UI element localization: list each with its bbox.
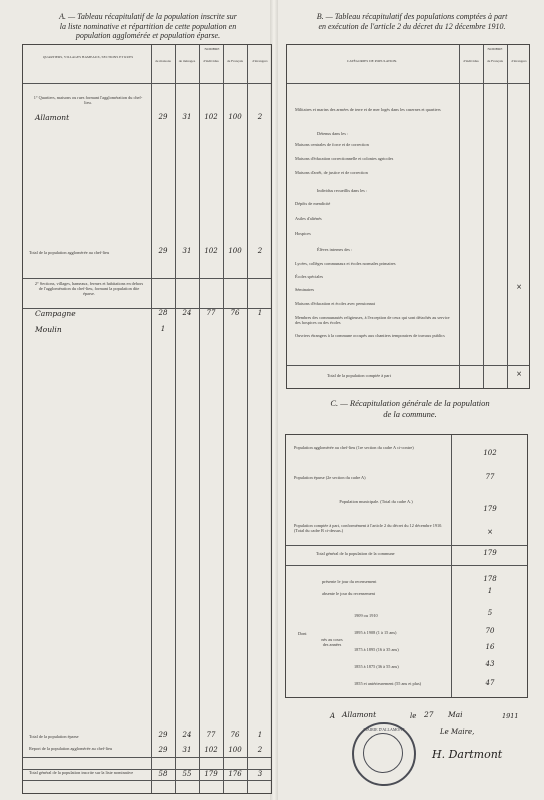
- section-b-title: [288, 12, 536, 31]
- c-year-1-value: 70: [485, 627, 495, 635]
- c-year-0-label: 1909 ou 1910: [354, 613, 378, 618]
- report-maisons: 29: [158, 746, 168, 754]
- total-agglo-label: Total de la population agglomérée au chef-lieu: [29, 250, 110, 255]
- b-line-13: Maisons d'éducation et écoles avec pensionnat: [295, 301, 375, 306]
- section-c-title-line1: C. — Récapitulation générale de la population: [330, 398, 490, 408]
- sig-day: 27: [424, 710, 434, 719]
- section-b-col-nombre: NOMBRE: [487, 47, 503, 51]
- report-menages: 31: [182, 746, 192, 754]
- b-line-6: Dépôts de mendicité: [295, 201, 331, 206]
- sig-month: Mai: [448, 710, 463, 719]
- col-etrangers: d'étrangers: [252, 59, 268, 63]
- total-eparse-etrangers: 1: [257, 731, 263, 739]
- c-row-0-value: 102: [483, 449, 497, 457]
- c-year-0-value: 5: [487, 609, 493, 617]
- section-c-table: [285, 434, 528, 698]
- row1-etrangers: 2: [257, 113, 263, 121]
- total-general-francais: 176: [228, 770, 242, 778]
- sig-place: Allamont: [342, 710, 377, 719]
- b-line-3: Maisons d'éducation correctionnelle et colonies agricoles: [295, 156, 394, 161]
- c-year-2-label: 1875 à 1895 (16 à 35 ans): [354, 647, 399, 652]
- col-maisons: de maisons: [155, 59, 171, 63]
- row2-etrangers: 1: [257, 309, 263, 317]
- total-agglo-individus: 102: [204, 247, 218, 255]
- b-line-9: Élèves internes des :: [317, 247, 353, 252]
- total-general-etrangers: 3: [257, 770, 263, 778]
- c-year-2-value: 16: [485, 643, 495, 651]
- total-agglo-francais: 100: [228, 247, 242, 255]
- c-year-3-value: 43: [485, 660, 495, 668]
- c-row-6-value: 1: [487, 587, 493, 595]
- section-b-table: [286, 44, 530, 389]
- c-year-4-label: 1855 et antérieurement (55 ans et plus): [354, 681, 422, 686]
- section-a-col-nombre: NOMBRE: [204, 47, 220, 51]
- col-menages: de ménages: [178, 59, 196, 63]
- c-year-1-label: 1895 à 1908 (1 à 15 ans): [354, 630, 397, 635]
- row2b-maisons: 1: [160, 325, 166, 333]
- total-general-individus: 179: [204, 770, 218, 778]
- total-general-maisons: 58: [158, 770, 168, 778]
- c-row-1-label: Population éparse (2e section du cadre A): [294, 475, 366, 480]
- b-line-5: Individus recueillis dans les :: [317, 188, 368, 193]
- c-row-1-value: 77: [485, 473, 495, 481]
- section-b-col-individus: d'individus: [463, 59, 479, 63]
- row2-label: 2° Sections, villages, hameaux, fermes et habitations en dehors de l'agglomération du chef-lieu, formant la population dite éparse.: [34, 281, 144, 297]
- c-row-4-value: 179: [483, 549, 497, 557]
- b-total-label: Total de la population comptée à part: [327, 373, 391, 378]
- section-a-col-main: QUARTIERS, VILLAGES HAMEAUX, SECTIONS ET RUES: [42, 55, 134, 59]
- total-agglo-etrangers: 2: [257, 247, 263, 255]
- b-line-1: Détenus dans les :: [317, 131, 349, 136]
- row1-menages: 31: [182, 113, 192, 121]
- c-row-5-label: présente le jour du recensement: [322, 579, 377, 584]
- total-general-label: Total général de la population inscrite sur la liste nominative: [29, 770, 134, 775]
- total-agglo-menages: 31: [182, 247, 192, 255]
- sig-le: le: [410, 712, 417, 720]
- b-seminaires-mark: ×: [516, 283, 522, 291]
- sig-maire-label: Le Maire,: [440, 728, 475, 736]
- c-row-0-label: Population agglomérée au chef-lieu (1re section du cadre A ci-contre): [294, 445, 414, 450]
- report-francais: 100: [228, 746, 242, 754]
- section-a-title-line3: population agglomérée et population éparse.: [75, 31, 221, 40]
- c-row-5-value: 178: [483, 575, 497, 583]
- col-francais: de Français: [226, 59, 244, 63]
- row2-maisons: 28: [158, 309, 168, 317]
- b-total-mark: ×: [516, 370, 522, 378]
- b-line-7: Asiles d'aliénés: [295, 216, 322, 221]
- b-line-8: Hospices: [295, 231, 311, 236]
- total-eparse-maisons: 29: [158, 731, 168, 739]
- b-line-4: Maisons d'arrêt, de justice et de correction: [295, 170, 368, 175]
- c-row-2-value: 179: [483, 505, 497, 513]
- b-line-15: Ouvriers étrangers à la commune occupés aux chantiers temporaires de travaux publics: [295, 333, 445, 338]
- total-eparse-label: Total de la population éparse: [29, 734, 79, 739]
- section-c-title: [300, 398, 520, 420]
- c-row-3-value: ×: [487, 528, 493, 536]
- mairie-stamp: [352, 722, 416, 786]
- section-a-title-line1: A. — Tableau récapitulatif de la population inscrite sur: [59, 12, 237, 21]
- report-etrangers: 2: [257, 746, 263, 754]
- c-row-4-label: Total général de la population de la commune: [316, 551, 395, 556]
- total-general-menages: 55: [182, 770, 192, 778]
- c-row-3-label: Population comptée à part, conformément à l'article 2 du décret du 12 décembre 1910. (Total du cadre B ci-dessus.): [294, 523, 443, 534]
- report-label: Report de la population agglomérée au chef-lieu: [29, 746, 113, 751]
- b-line-11: Écoles spéciales: [295, 274, 324, 279]
- row2-name1: Campagne: [35, 309, 76, 318]
- c-dont-label: Dont: [298, 631, 307, 636]
- total-agglo-maisons: 29: [158, 247, 168, 255]
- total-eparse-francais: 76: [230, 731, 240, 739]
- b-line-10: Lycées, collèges communaux et écoles normales primaires: [295, 261, 396, 266]
- c-row-6-label: absente le jour du recensement: [322, 591, 375, 596]
- b-line-0: Militaires et marins des armées de terre et de mer logés dans les casernes et quartiers: [295, 107, 441, 112]
- row1-name: Allamont: [35, 113, 70, 122]
- section-b-col-etrangers: d'étrangers: [511, 59, 527, 63]
- section-a-title: [28, 12, 268, 41]
- sig-signature: H. Dartmont: [432, 748, 503, 761]
- col-individus: d'individus: [203, 59, 219, 63]
- section-c-title-line2: de la commune.: [383, 409, 437, 419]
- section-a-title-line2: la liste nominative et répartition de cette population en: [59, 21, 237, 31]
- c-nes-label: nés au cours des années: [321, 637, 343, 648]
- section-b-col-francais: de Français: [486, 59, 504, 63]
- b-line-2: Maisons centrales de force et de correction: [295, 142, 369, 147]
- c-row-2-label: Population municipale. (Total du cadre A.): [339, 499, 413, 504]
- row1-individus: 102: [204, 113, 218, 121]
- sig-year: 1911: [502, 712, 519, 720]
- row2-name2: Moulin: [35, 325, 62, 334]
- section-a-table: [22, 44, 272, 794]
- row1-maisons: 29: [158, 113, 168, 121]
- section-b-title-line2: en exécution de l'article 2 du décret du 12 décembre 1910.: [318, 21, 506, 31]
- section-b-col-main: CATÉGORIES DE POPULATION.: [346, 59, 398, 63]
- c-year-4-value: 47: [485, 679, 495, 687]
- row2-francais: 76: [230, 309, 240, 317]
- total-eparse-menages: 24: [182, 731, 192, 739]
- stamp-text: MAIRIE D'ALLAMONT: [363, 727, 405, 732]
- c-year-3-label: 1855 à 1875 (36 à 55 ans): [354, 664, 399, 669]
- row1-francais: 100: [228, 113, 242, 121]
- report-individus: 102: [204, 746, 218, 754]
- row1-label: 1° Quartiers, maisons ou rues formant l'agglomération du chef-lieu.: [33, 95, 143, 106]
- row2-individus: 77: [206, 309, 216, 317]
- sig-place-prefix: A: [330, 712, 336, 720]
- b-line-12: Séminaires: [295, 287, 315, 292]
- b-line-14: Membres des communautés religieuses, à l'exception de ceux qui sont détachés au service des hospices ou des écoles: [295, 315, 450, 326]
- section-b-title-line1: B. — Tableau récapitulatif des populations comptées à part: [316, 12, 508, 21]
- row2-menages: 24: [182, 309, 192, 317]
- total-eparse-individus: 77: [206, 731, 216, 739]
